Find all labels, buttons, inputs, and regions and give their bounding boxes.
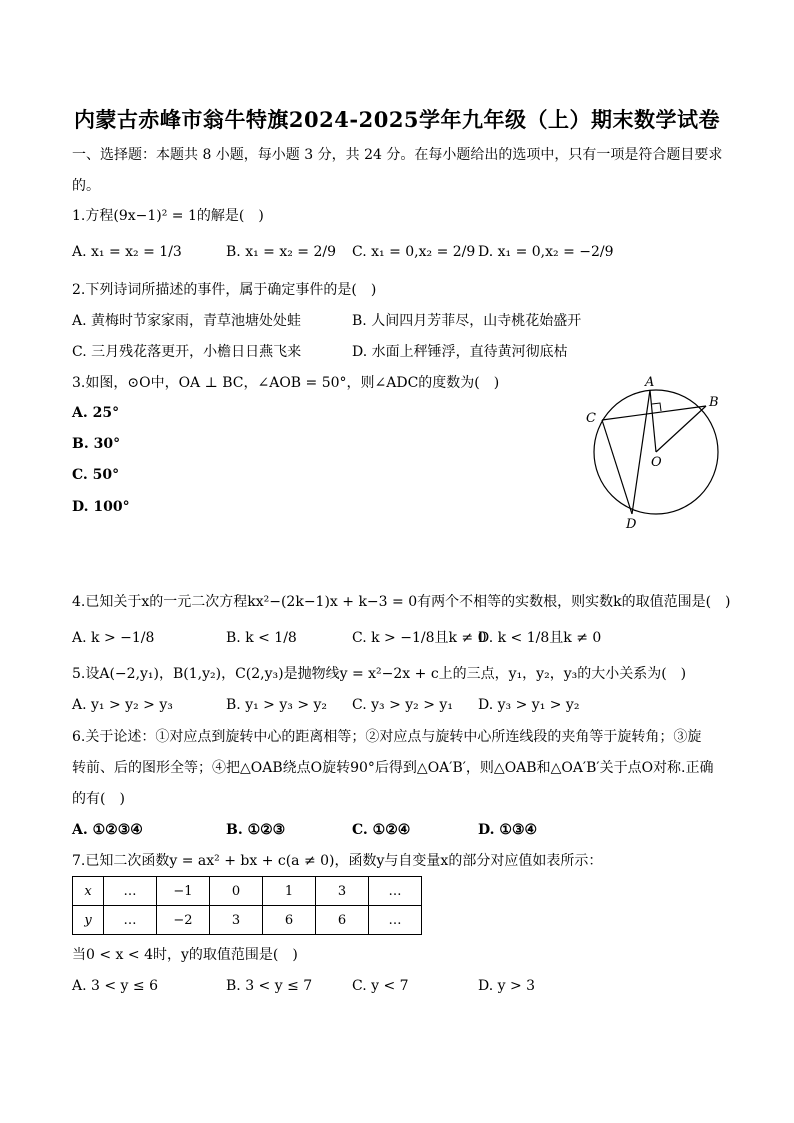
q2-option-b: B. 人间四月芳菲尽，山寺桃花始盛开 — [352, 313, 582, 329]
value-table — [72, 876, 422, 935]
q7-option-c: C. y < 7 — [352, 978, 409, 994]
table-row-x — [73, 877, 422, 906]
table-cell: … — [104, 877, 157, 906]
table-cell: 0 — [210, 877, 263, 906]
table-cell: … — [369, 906, 422, 935]
q1-option-d: D. x₁ = 0,x₂ = −2/9 — [478, 244, 614, 260]
table-cell: 6 — [263, 906, 316, 935]
q3-option-a: A. 25° — [72, 405, 120, 421]
label-c: C — [586, 411, 596, 426]
segment-oa — [650, 390, 656, 452]
q7-option-a: A. 3 < y ≤ 6 — [72, 978, 158, 994]
q1-option-c: C. x₁ = 0,x₂ = 2/9 — [352, 244, 476, 260]
q6-option-b: B. ①②③ — [226, 822, 286, 838]
q3-option-c: C. 50° — [72, 467, 120, 483]
q2-stem: 2.下列诗词所描述的事件，属于确定事件的是( ) — [72, 282, 377, 298]
q5-stem: 5.设A(−2,y₁)，B(1,y₂)，C(2,y₃)是抛物线y = x²−2x + c上的三点，y₁，y₂，y₃的大小关系为( ) — [72, 666, 687, 682]
q5-option-c: C. y₃ > y₂ > y₁ — [352, 697, 453, 713]
table-cell: −1 — [157, 877, 210, 906]
q4-option-a: A. k > −1/8 — [72, 630, 155, 646]
q1-stem: 1.方程(9x−1)² = 1的解是( ) — [72, 208, 264, 224]
q6-stem-line2: 转前、后的图形全等；④把△OAB绕点O旋转90°后得到△OA′B′，则△OAB和△OA′B′关于点O对称.正确 — [72, 760, 714, 776]
section-heading: 一、选择题：本题共 8 小题，每小题 3 分，共 24 分。在每小题给出的选项中，只有一项是符合题目要求 — [72, 147, 723, 163]
q6-option-c: C. ①②④ — [352, 822, 411, 838]
table-cell: y — [73, 906, 104, 935]
q5-option-a: A. y₁ > y₂ > y₃ — [72, 697, 173, 713]
table-cell: 1 — [263, 877, 316, 906]
q7-stem: 7.已知二次函数y = ax² + bx + c(a ≠ 0)，函数y与自变量x的部分对应值如表所示： — [72, 853, 603, 869]
table-cell: 3 — [210, 906, 263, 935]
table-cell: x — [73, 877, 104, 906]
label-b: B — [709, 395, 719, 410]
chord-bc — [602, 406, 706, 420]
label-a: A — [645, 375, 655, 390]
segment-ob — [656, 406, 706, 452]
q4-stem: 4.已知关于x的一元二次方程kx²−(2k−1)x + k−3 = 0有两个不相等的实数根，则实数k的取值范围是( ) — [72, 594, 731, 610]
table-cell: 3 — [316, 877, 369, 906]
table-cell: … — [104, 906, 157, 935]
q5-option-b: B. y₁ > y₃ > y₂ — [226, 697, 328, 713]
q6-stem-line1: 6.关于论述：①对应点到旋转中心的距离相等；②对应点与旋转中心所连线段的夹角等于旋转角；③旋 — [72, 729, 702, 745]
section-heading-cont: 的。 — [72, 178, 100, 194]
q7-option-d: D. y > 3 — [478, 978, 536, 994]
table-cell: −2 — [157, 906, 210, 935]
q7-question: 当0 < x < 4时，y的取值范围是( ) — [72, 947, 298, 963]
q3-option-d: D. 100° — [72, 499, 130, 515]
table-row-y — [73, 906, 422, 935]
q7-option-b: B. 3 < y ≤ 7 — [226, 978, 313, 994]
q3-option-b: B. 30° — [72, 436, 121, 452]
q4-option-d: D. k < 1/8且k ≠ 0 — [478, 630, 602, 646]
page-title: 内蒙古赤峰市翁牛特旗2024-2025学年九年级（上）期末数学试卷 — [73, 107, 721, 132]
q6-option-d: D. ①③④ — [478, 822, 538, 838]
q1-option-a: A. x₁ = x₂ = 1/3 — [72, 244, 182, 260]
q1-option-b: B. x₁ = x₂ = 2/9 — [226, 244, 336, 260]
label-d: D — [626, 517, 637, 532]
q3-stem: 3.如图，⊙O中，OA ⊥ BC，∠AOB = 50°，则∠ADC的度数为( ) — [72, 375, 500, 391]
q4-option-c: C. k > −1/8且k ≠ 0 — [352, 630, 487, 646]
table-cell: … — [369, 877, 422, 906]
q4-option-b: B. k < 1/8 — [226, 630, 297, 646]
q2-option-d: D. 水面上秤锤浮，直待黄河彻底枯 — [352, 344, 568, 360]
q2-option-c: C. 三月残花落更开，小檐日日燕飞来 — [72, 344, 302, 360]
segment-ad — [632, 390, 650, 514]
q6-option-a: A. ①②③④ — [72, 822, 143, 838]
right-angle-mark — [652, 403, 661, 411]
q2-option-a: A. 黄梅时节家家雨，青草池塘处处蛙 — [72, 313, 302, 329]
circle-figure — [572, 368, 732, 533]
q6-stem-line3: 的有( ) — [72, 791, 125, 807]
label-o: O — [651, 455, 662, 470]
q5-option-d: D. y₃ > y₁ > y₂ — [478, 697, 580, 713]
table-cell: 6 — [316, 906, 369, 935]
